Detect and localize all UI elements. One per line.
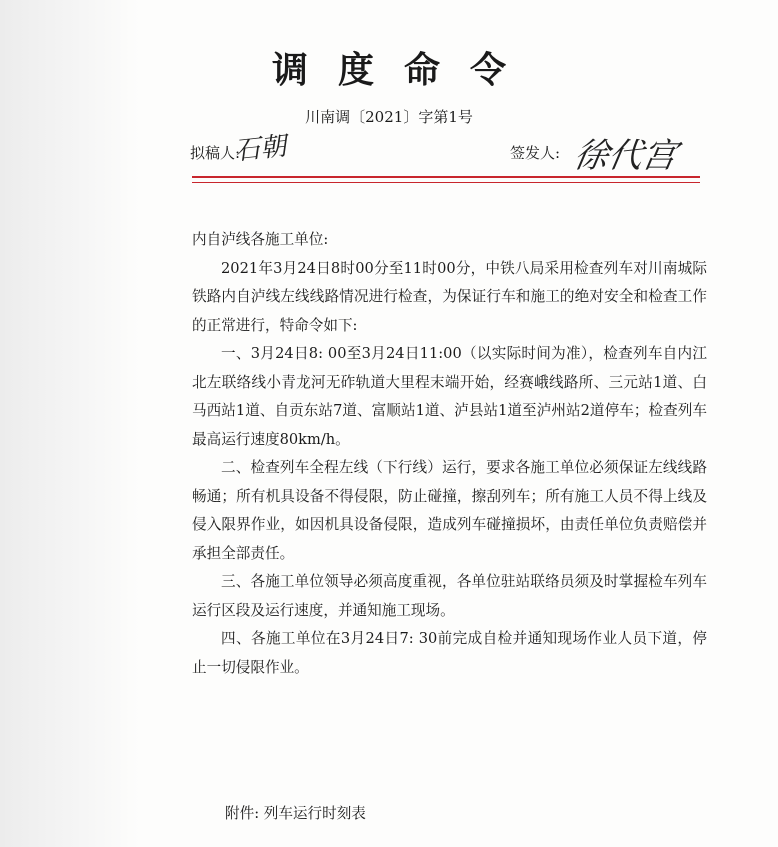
- document-title: 调度命令: [271, 49, 536, 91]
- issuer-signature: 徐代宫: [570, 136, 680, 176]
- drafter-signature: 石朝: [232, 131, 288, 167]
- red-rule-bottom: [192, 182, 700, 183]
- document-number: 川南调〔2021〕字第1号: [305, 108, 473, 126]
- attachment-line: 附件: 列车运行时刻表: [225, 805, 366, 822]
- drafter-label: 拟稿人:: [190, 144, 241, 162]
- recipient-line: 内自泸线各施工单位:: [192, 231, 329, 248]
- document-body: [192, 226, 707, 682]
- paragraph-item-4: 四、各施工单位在3月24日7: 30前完成自检并通知现场作业人员下道，停止一切侵限作业。: [192, 630, 707, 676]
- issuer-label: 签发人:: [510, 144, 561, 162]
- paragraph-item-1: 一、3月24日8: 00至3月24日11:00（以实际时间为准），检查列车自内江北左联络线小青龙河无砟轨道大里程末端开始，经赛峨线路所、三元站1道、白马西站1道、自贡东站7道、富顺站1道、泸县站1道至泸州站2道停车；检查列车最高运行速度80km/h。: [192, 345, 707, 448]
- paragraph-item-2: 二、检查列车全程左线（下行线）运行，要求各施工单位必须保证左线线路畅通；所有机具设备不得侵限，防止碰撞，擦刮列车；所有施工人员不得上线及侵入限界作业，如因机具设备侵限，造成列车碰撞损坏，由责任单位负责赔偿并承担全部责任。: [192, 459, 707, 562]
- paragraph-item-3: 三、各施工单位领导必须高度重视，各单位驻站联络员须及时掌握检车列车运行区段及运行速度，并通知施工现场。: [192, 573, 707, 619]
- red-rule-top: [192, 176, 700, 178]
- scan-shadow: [0, 0, 140, 847]
- paragraph-intro: 2021年3月24日8时00分至11时00分，中铁八局采用检查列车对川南城际铁路内自泸线左线线路情况进行检查，为保证行车和施工的绝对安全和检查工作的正常进行，特命令如下:: [192, 259, 707, 334]
